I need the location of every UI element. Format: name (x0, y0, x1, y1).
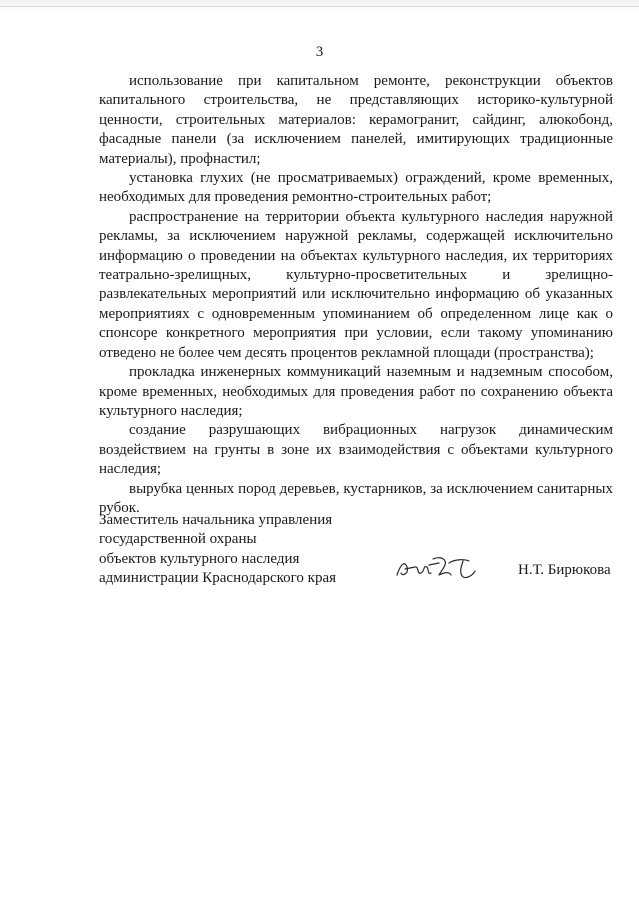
signature-title-line: государственной охраны (99, 531, 257, 548)
signature-title-line: объектов культурного наследия (99, 550, 300, 567)
paragraph-fences: установка глухих (не просматриваемых) ограждений, кроме временных, необходимых для проведения ремонтно-строительных работ; (99, 170, 613, 206)
signature-title-line: администрации Краснодарского края (99, 570, 337, 587)
paragraph-tree-felling: вырубка ценных пород деревьев, кустарников, за исключением санитарных рубок. (99, 480, 613, 516)
signature-block (99, 511, 336, 589)
paragraph-materials: использование при капитальном ремонте, реконструкции объектов капитального строительства, не представляющих историко-культурной ценности, строительных материалов: керамогранит, сайдинг, алюкобонд, фасадные панели (за исключением панелей, имитирующих традиционные материалы), профнастил; (99, 73, 613, 167)
paragraph-utilities: прокладка инженерных коммуникаций наземным и надземным способом, кроме временных, необходимых для проведения работ по сохранению объекта культурного наследия; (99, 364, 613, 419)
document-body (99, 72, 613, 518)
signature-title-line: Заместитель начальника управления (99, 512, 333, 528)
handwritten-signature (393, 553, 479, 583)
paragraph-vibration: создание разрушающих вибрационных нагрузок динамическим воздействием на грунты в зоне их взаимодействия с объектами культурного наследия; (99, 422, 613, 478)
paragraph-advertising: распространение на территории объекта культурного наследия наружной рекламы, за исключением наружной рекламы, содержащей исключительно информацию о проведении на объектах культурного наследия, их территориях театрально-зрелищных, культурно-просветительных и зрелищно-развлекательных мероприятий или исключительно информацию об указанных мероприятиях с одновременным упоминанием об определенном лице как о спонсоре конкретного мероприятия при условии, если такому упоминанию отведено не более чем десять процентов рекламной площади (пространства); (99, 208, 613, 361)
page-number: 3 (315, 44, 324, 60)
scan-line (0, 6, 639, 7)
signatory-name: Н.Т. Бирюкова (518, 562, 611, 578)
